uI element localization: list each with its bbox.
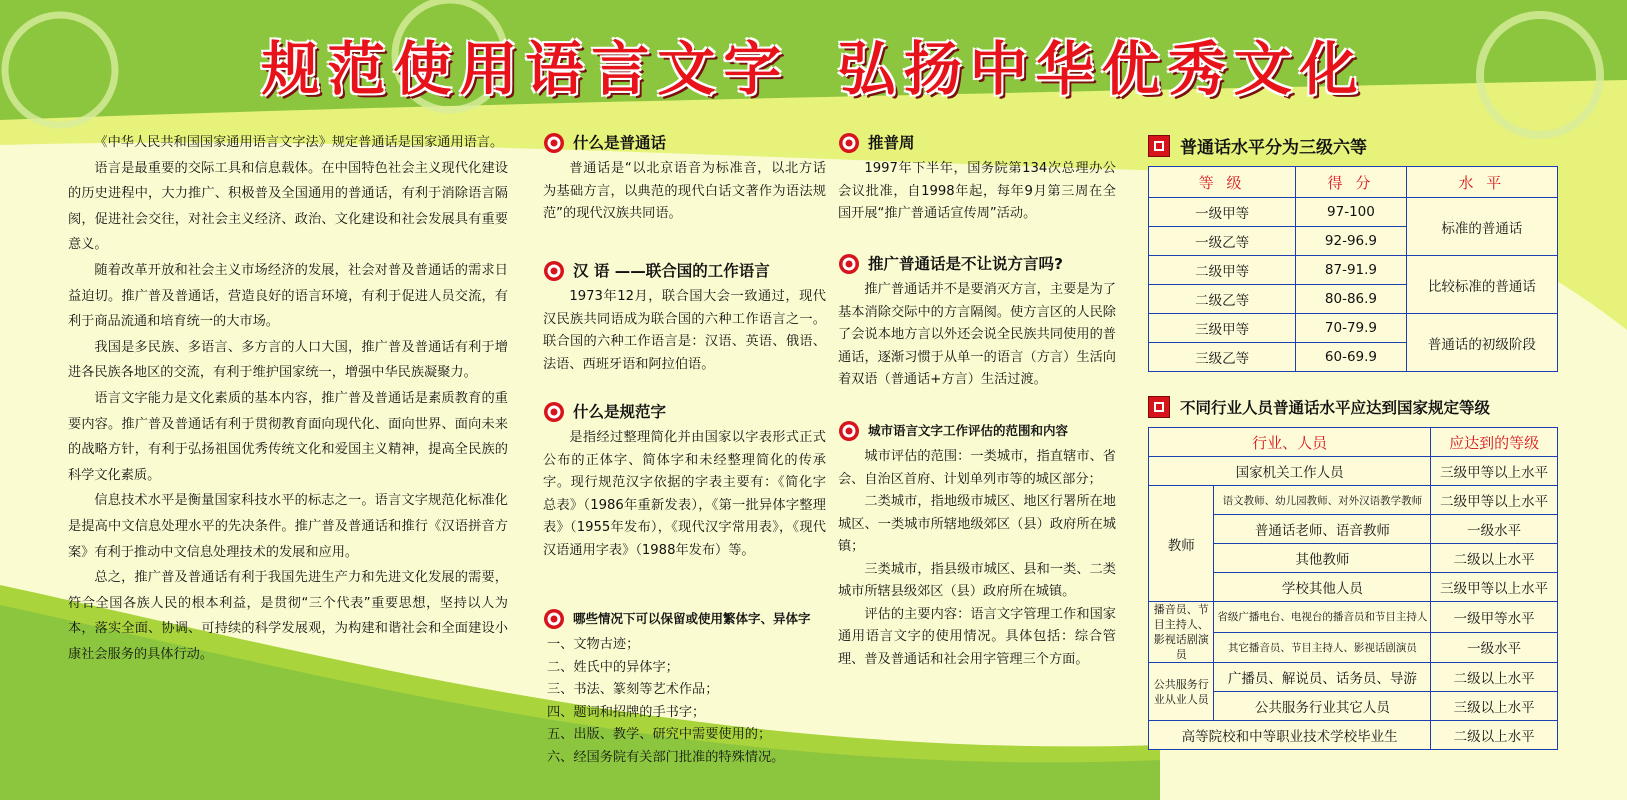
section-body: 是指经过整理简化并由国家以字表形式正式公布的正体字、简体字和未经整理简化的传承字。现行规范汉字依据的字表主要有：《简化字总表》（1986年重新发表），《第一批异体字整理表》（1955年发布），《现代汉字常用表》，《现代汉语通用字表》（1988年发布）等。 (543, 430, 826, 558)
column-header: 水 平 (1406, 167, 1557, 198)
level-cell: 一级甲等水平 (1431, 602, 1558, 633)
table-header-row (1149, 428, 1558, 457)
target-icon (543, 260, 565, 282)
level-desc-cell: 标准的普通话 (1406, 198, 1557, 256)
intro-column (68, 130, 508, 667)
score-cell: 60-69.9 (1296, 343, 1406, 372)
section-body: 1997年下半年，国务院第134次总理办公会议批准，自1998年起，每年9月第三周在全国开展“推广普通话宣传周”活动。 (838, 161, 1116, 221)
section-heading: 城市语言文字工作评估的范围和内容 (868, 423, 1069, 438)
section-body: 1973年12月，联合国大会一致通过，现代汉民族共同语成为联合国的六种工作语言之一。联合国的六种工作语言是：汉语、英语、俄语、法语、西班牙语和阿拉伯语。 (543, 289, 826, 372)
section-heading: 什么是规范字 (573, 403, 667, 421)
levels-heading: 普通话水平分为三级六等 (1148, 133, 1367, 158)
target-icon (543, 401, 565, 423)
level-cell: 二级以上水平 (1431, 721, 1558, 750)
person-cell: 其他教师 (1214, 544, 1431, 573)
industry-table (1148, 427, 1558, 750)
table-row (1149, 721, 1558, 750)
table-row (1149, 663, 1558, 692)
intro-paragraph: 语言文字能力是文化素质的基本内容，推广普及普通话是素质教育的重要内容。推广普及普通话有利于贯彻教育面向现代化、面向世界、面向未来的战略方针，有利于弘扬祖国优秀传统文化和爱国主义精神，提高全民族的科学文化素质。 (68, 390, 508, 483)
table-row (1149, 457, 1558, 486)
intro-paragraph: 信息技术水平是衡量国家科技水平的标志之一。语言文字规范化标准化是提高中文信息处理水平的先决条件。推广普及普通话和推行《汉语拼音方案》有利于推动中文信息处理技术的发展和应用。 (68, 493, 508, 560)
section-un-language (543, 258, 826, 376)
section-dialects (838, 251, 1116, 392)
table-row (1149, 314, 1558, 343)
person-cell: 省级广播电台、电视台的播音员和节目主持人 (1214, 602, 1431, 633)
grade-cell: 三级甲等 (1149, 314, 1296, 343)
level-cell: 三级以上水平 (1431, 692, 1558, 721)
person-cell: 普通话老师、语音教师 (1214, 515, 1431, 544)
target-icon (543, 132, 565, 154)
person-cell: 学校其他人员 (1214, 573, 1431, 602)
page-title: 规范使用语言文字 弘扬中华优秀文化 (261, 35, 1366, 103)
section-body: 评估的主要内容：语言文字管理工作和国家通用语言文字的使用情况。具体包括：综合管理、普及普通话和社会用字管理三个方面。 (838, 606, 1116, 667)
exception-list (543, 634, 833, 769)
score-cell: 92-96.9 (1296, 227, 1406, 256)
section-body: 二类城市，指地级市城区、地区行署所在地城区、一类城市所辖地级郊区（县）政府所在城镇； (838, 494, 1116, 554)
score-cell: 87-91.9 (1296, 256, 1406, 285)
table-row (1149, 198, 1558, 227)
score-cell: 70-79.9 (1296, 314, 1406, 343)
section-body: 推广普通话并不是要消灭方言，主要是为了基本消除交际中的方言隔阂。使方言区的人民除了会说本地方言以外还会说全民族共同使用的普通话，逐渐习惯于从单一的语言（方言）生活向着双语（普通话+方言）生活过渡。 (838, 282, 1116, 387)
level-cell: 一级水平 (1431, 515, 1558, 544)
level-cell: 三级甲等以上水平 (1431, 457, 1558, 486)
person-cell: 国家机关工作人员 (1149, 457, 1431, 486)
level-desc-cell: 比较标准的普通话 (1406, 256, 1557, 314)
level-desc-cell: 普通话的初级阶段 (1406, 314, 1557, 372)
score-cell: 97-100 (1296, 198, 1406, 227)
target-icon (543, 608, 565, 630)
section-body: 城市评估的范围：一类城市，指直辖市、省会、自治区首府、计划单列市等的城区部分； (838, 449, 1116, 487)
list-item: 五、出版、教学、研究中需要使用的； (547, 727, 772, 742)
table-header-row (1149, 167, 1558, 198)
list-item: 一、文物古迹； (547, 637, 640, 652)
target-icon (838, 253, 860, 275)
level-cell: 一级水平 (1431, 632, 1558, 663)
section-city-evaluation (838, 418, 1116, 671)
target-icon (838, 132, 860, 154)
level-cell: 二级以上水平 (1431, 663, 1558, 692)
level-cell: 二级甲等以上水平 (1431, 486, 1558, 515)
list-item: 四、题词和招牌的手书字； (547, 704, 706, 720)
list-item: 六、经国务院有关部门批准的特殊情况。 (547, 749, 785, 765)
group-cell: 教师 (1149, 486, 1214, 602)
intro-paragraph: 我国是多民族、多语言、多方言的人口大国，推广普及普通话有利于增进各民族各地区的交流，有利于维护国家统一，增强中华民族凝聚力。 (68, 339, 508, 381)
intro-paragraph: 《中华人民共和国国家通用语言文字法》规定普通话是国家通用语言。 (94, 135, 504, 150)
section-putonghua (543, 130, 826, 226)
grade-cell: 三级乙等 (1149, 343, 1296, 372)
section-standard-chars (543, 399, 826, 562)
square-icon (1148, 135, 1170, 157)
section-promotion-week (838, 130, 1116, 226)
section-heading: 推广普通话是不让说方言吗? (868, 255, 1063, 273)
table-row (1149, 602, 1558, 633)
square-icon (1148, 396, 1170, 418)
person-cell: 公共服务行业其它人员 (1214, 692, 1431, 721)
list-item: 三、书法、篆刻等艺术作品； (547, 682, 719, 697)
level-cell: 三级甲等以上水平 (1431, 573, 1558, 602)
level-cell: 二级以上水平 (1431, 544, 1558, 573)
section-heading: 汉 语 ——联合国的工作语言 (573, 262, 770, 280)
section-heading: 什么是普通话 (573, 134, 667, 152)
column-header: 等 级 (1149, 167, 1296, 198)
section-heading: 哪些情况下可以保留或使用繁体字、异体字 (573, 611, 811, 626)
score-cell: 80-86.9 (1296, 285, 1406, 314)
industry-heading: 不同行业人员普通话水平应达到国家规定等级 (1148, 396, 1490, 418)
grade-cell: 二级乙等 (1149, 285, 1296, 314)
section-body: 三类城市，指县级市城区、县和一类、二类城市所辖县级郊区（县）政府所在城镇。 (838, 561, 1116, 599)
section-heading: 推普周 (868, 134, 915, 152)
column-header: 得 分 (1296, 167, 1406, 198)
group-cell: 公共服务行业从业人员 (1149, 663, 1214, 721)
grade-cell: 一级甲等 (1149, 198, 1296, 227)
levels-table (1148, 166, 1558, 372)
section-body: 普通话是“以北京语音为标准音，以北方话为基础方言，以典范的现代白话文著作为语法规范”的现代汉族共同语。 (543, 161, 826, 221)
table-row (1149, 256, 1558, 285)
column-header: 行业、人员 (1149, 428, 1431, 457)
person-cell: 高等院校和中等职业技术学校毕业生 (1149, 721, 1431, 750)
person-cell: 其它播音员、节目主持人、影视话剧演员 (1214, 632, 1431, 663)
person-cell: 广播员、解说员、话务员、导游 (1214, 663, 1431, 692)
intro-paragraph: 总之，推广普及普通话有利于我国先进生产力和先进文化发展的需要，符合全国各族人民的根本利益，是贯彻“三个代表”重要思想，坚持以人为本，落实全面、协调、可持续的科学发展观，为构建和谐社会和全面建设小康社会服务的具体行动。 (68, 570, 508, 662)
section-traditional-chars (543, 606, 833, 769)
group-cell: 播音员、节目主持人、影视话剧演员 (1149, 602, 1214, 663)
list-item: 二、姓氏中的异体字； (547, 659, 679, 675)
grade-cell: 二级甲等 (1149, 256, 1296, 285)
column-header: 应达到的等级 (1431, 428, 1558, 457)
person-cell: 语文教师、幼儿园教师、对外汉语教学教师 (1214, 486, 1431, 515)
intro-paragraph: 随着改革开放和社会主义市场经济的发展，社会对普及普通话的需求日益迫切。推广普及普通话，营造良好的语言环境，有利于促进人员交流，有利于商品流通和培育统一的大市场。 (68, 262, 508, 330)
intro-paragraph: 语言是最重要的交际工具和信息载体。在中国特色社会主义现代化建设的历史进程中，大力推广、积极普及全国通用的普通话，有利于消除语言隔阂，促进社会交往，对社会主义经济、政治、文化建设和社会发展具有重要意义。 (68, 160, 508, 253)
table-row (1149, 486, 1558, 515)
target-icon (838, 420, 860, 442)
grade-cell: 一级乙等 (1149, 227, 1296, 256)
